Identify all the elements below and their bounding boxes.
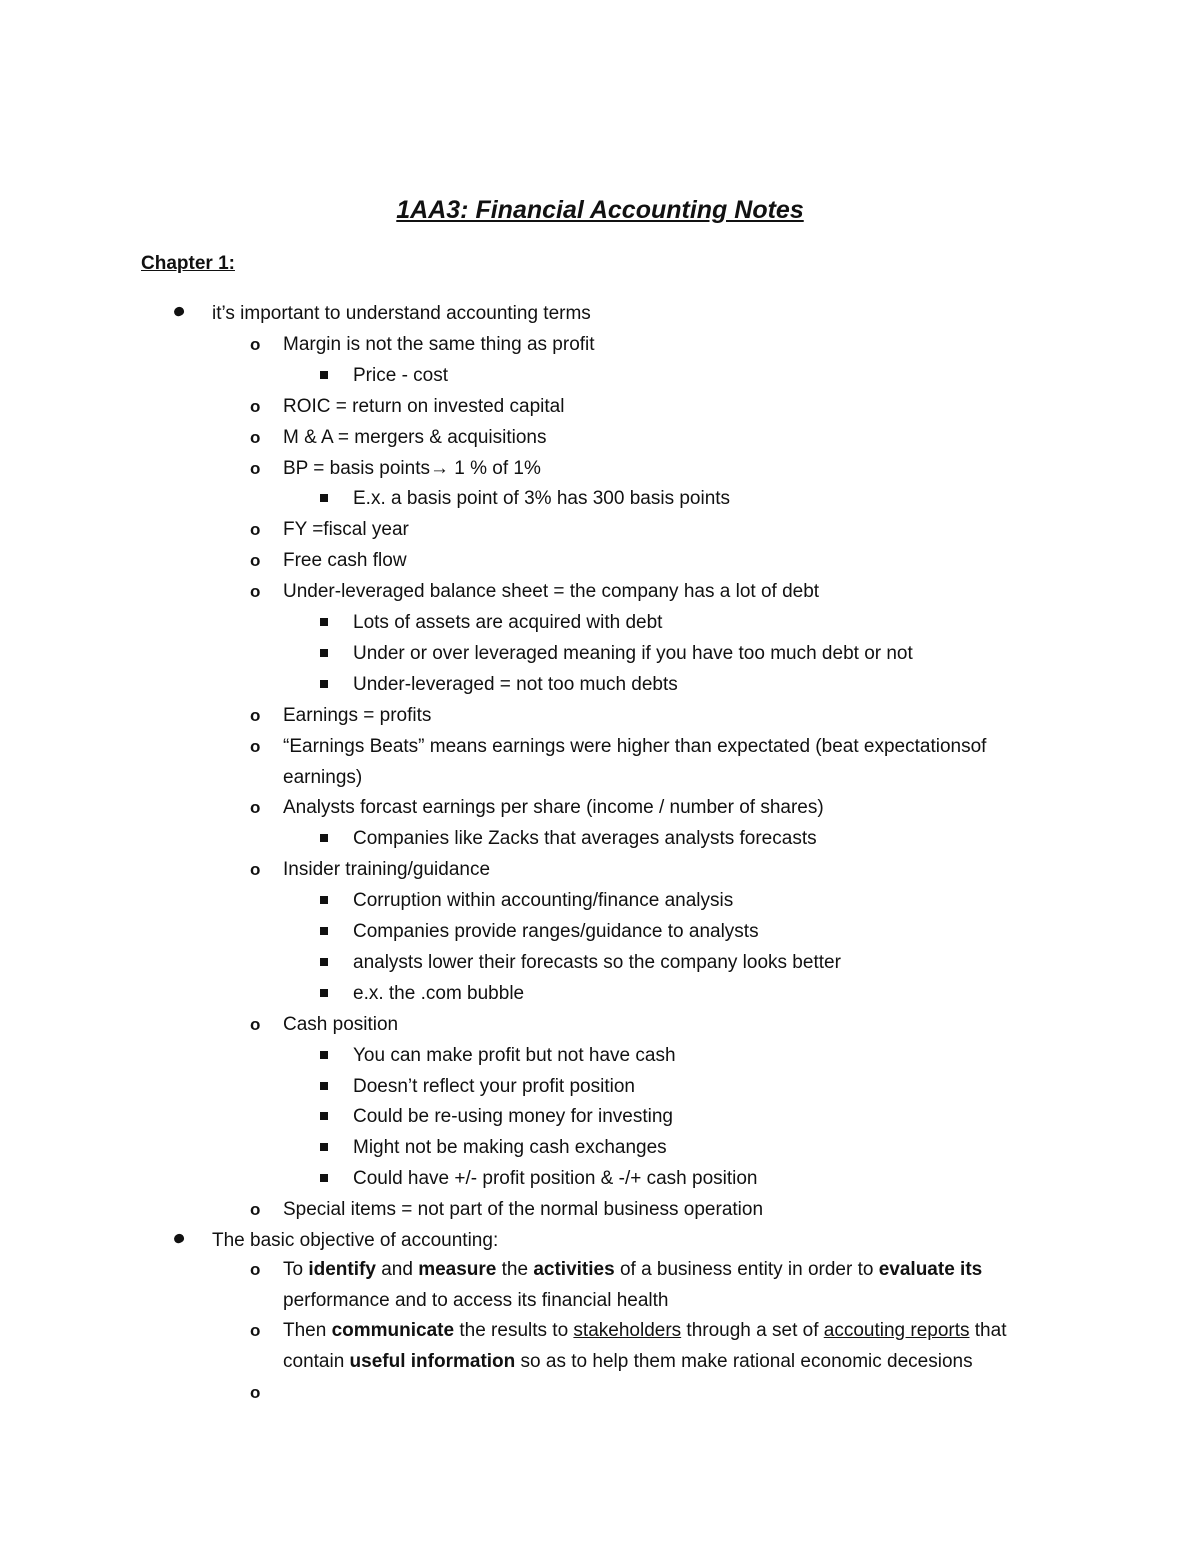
square-bullet-icon xyxy=(320,958,328,966)
list-item xyxy=(353,638,913,669)
list-item xyxy=(353,1163,758,1194)
list-item-text: ROIC = return on invested capital xyxy=(283,396,565,417)
list-item-text: BP = basis points→ 1 % of 1% xyxy=(283,458,541,479)
list-item-text: Insider training/guidance xyxy=(283,859,491,880)
list-item xyxy=(353,885,733,916)
bullet-icon xyxy=(173,1233,185,1245)
list-item xyxy=(250,453,541,484)
list-item-continuation: contain useful information so as to help them make rational economic decesions xyxy=(283,1351,973,1372)
list-item xyxy=(250,1009,399,1040)
list-item-text: Doesn’t reflect your profit position xyxy=(353,1076,635,1097)
list-item-text: Cash position xyxy=(283,1014,399,1035)
list-item xyxy=(250,700,432,731)
list-item-text: Corruption within accounting/finance analysis xyxy=(353,890,734,911)
list-item-text: Price - cost xyxy=(353,365,449,386)
square-bullet-icon xyxy=(320,896,328,904)
list-item xyxy=(250,545,407,576)
square-bullet-icon xyxy=(320,927,328,935)
hollow-bullet-icon: o xyxy=(250,706,261,725)
list-item xyxy=(353,1040,676,1071)
list-item-text: Companies like Zacks that averages analysts forecasts xyxy=(353,828,817,849)
hollow-bullet-icon: o xyxy=(250,1260,261,1279)
list-item xyxy=(250,391,565,422)
hollow-bullet-icon: o xyxy=(250,582,261,601)
hollow-bullet-icon: o xyxy=(250,1383,261,1402)
list-item-text: Could have +/- profit position & -/+ cash position xyxy=(353,1168,758,1189)
square-bullet-icon xyxy=(320,1051,328,1059)
list-item-text: Companies provide ranges/guidance to analysts xyxy=(353,921,759,942)
list-item xyxy=(353,947,841,978)
list-item xyxy=(353,1132,667,1163)
list-item-text: e.x. the .com bubble xyxy=(353,983,525,1004)
list-item-text: Lots of assets are acquired with debt xyxy=(353,612,663,633)
hollow-bullet-icon: o xyxy=(250,1015,261,1034)
list-item xyxy=(250,329,595,360)
square-bullet-icon xyxy=(320,1082,328,1090)
list-item-text: FY =fiscal year xyxy=(283,519,409,540)
square-bullet-icon xyxy=(320,1143,328,1151)
list-item-text: it’s important to understand accounting terms xyxy=(212,303,591,324)
list-item-text: Under or over leveraged meaning if you have too much debt or not xyxy=(353,643,913,664)
hollow-bullet-icon: o xyxy=(250,397,261,416)
bullet-icon xyxy=(173,306,185,318)
list-item: o Then communicate the results to stakeholders through a set of accouting reports that xyxy=(250,1320,1007,1341)
list-item-text: “Earnings Beats” means earnings were higher than expectated (beat expectationsof xyxy=(283,736,987,757)
list-item xyxy=(353,978,524,1009)
list-item xyxy=(353,823,817,854)
list-item-text: M & A = mergers & acquisitions xyxy=(283,427,547,448)
list-item xyxy=(353,1101,673,1132)
square-bullet-icon xyxy=(320,649,328,657)
list-item-text: E.x. a basis point of 3% has 300 basis points xyxy=(353,488,731,509)
list-item xyxy=(353,607,662,638)
list-item xyxy=(250,854,491,885)
list-item xyxy=(250,422,547,453)
list-item-text: analysts lower their forecasts so the company looks better xyxy=(353,952,841,973)
list-item-text: Under-leveraged = not too much debts xyxy=(353,674,678,695)
list-item-text: Under-leveraged balance sheet = the company has a lot of debt xyxy=(283,581,820,602)
list-item xyxy=(353,360,448,391)
list-item-text: earnings) xyxy=(283,767,363,788)
list-item xyxy=(353,483,730,514)
square-bullet-icon xyxy=(320,494,328,502)
list-item: o To identify and measure the activities of a business entity in order to evaluate its xyxy=(250,1259,983,1280)
list-item xyxy=(353,1071,635,1102)
list-item xyxy=(353,669,678,700)
square-bullet-icon xyxy=(320,834,328,842)
chapter-heading: Chapter 1: xyxy=(141,253,235,274)
document-title: 1AA3: Financial Accounting Notes xyxy=(396,196,804,224)
hollow-bullet-icon: o xyxy=(250,1200,261,1219)
list-item-text: Earnings = profits xyxy=(283,705,432,726)
list-item-text: Analysts forcast earnings per share (income / number of shares) xyxy=(283,797,824,818)
list-item-text: You can make profit but not have cash xyxy=(353,1045,676,1066)
square-bullet-icon xyxy=(320,1112,328,1120)
square-bullet-icon xyxy=(320,371,328,379)
list-item-continuation: performance and to access its financial health xyxy=(283,1290,669,1311)
list-item xyxy=(250,1194,764,1225)
square-bullet-icon xyxy=(320,989,328,997)
hollow-bullet-icon: o xyxy=(250,335,261,354)
list-item-text: Free cash flow xyxy=(283,550,407,571)
list-item xyxy=(212,298,591,329)
list-item-text: Special items = not part of the normal business operation xyxy=(283,1199,764,1220)
list-item xyxy=(250,792,824,823)
list-item-text: Might not be making cash exchanges xyxy=(353,1137,667,1158)
list-item xyxy=(212,1225,498,1256)
hollow-bullet-icon: o xyxy=(250,860,261,879)
hollow-bullet-icon: o xyxy=(250,737,261,756)
list-item xyxy=(250,576,820,607)
list-item xyxy=(353,916,759,947)
list-item-continuation xyxy=(283,762,362,793)
hollow-bullet-icon: o xyxy=(250,520,261,539)
list-item xyxy=(250,731,987,762)
square-bullet-icon xyxy=(320,618,328,626)
hollow-bullet-icon: o xyxy=(250,551,261,570)
hollow-bullet-icon: o xyxy=(250,798,261,817)
list-item-text: Could be re-using money for investing xyxy=(353,1106,674,1127)
square-bullet-icon xyxy=(320,1174,328,1182)
list-item-text: The basic objective of accounting: xyxy=(212,1230,499,1251)
square-bullet-icon xyxy=(320,680,328,688)
hollow-bullet-icon: o xyxy=(250,459,261,478)
list-item xyxy=(250,514,409,545)
hollow-bullet-icon: o xyxy=(250,1321,261,1340)
list-item-text: Margin is not the same thing as profit xyxy=(283,334,595,355)
hollow-bullet-icon: o xyxy=(250,428,261,447)
